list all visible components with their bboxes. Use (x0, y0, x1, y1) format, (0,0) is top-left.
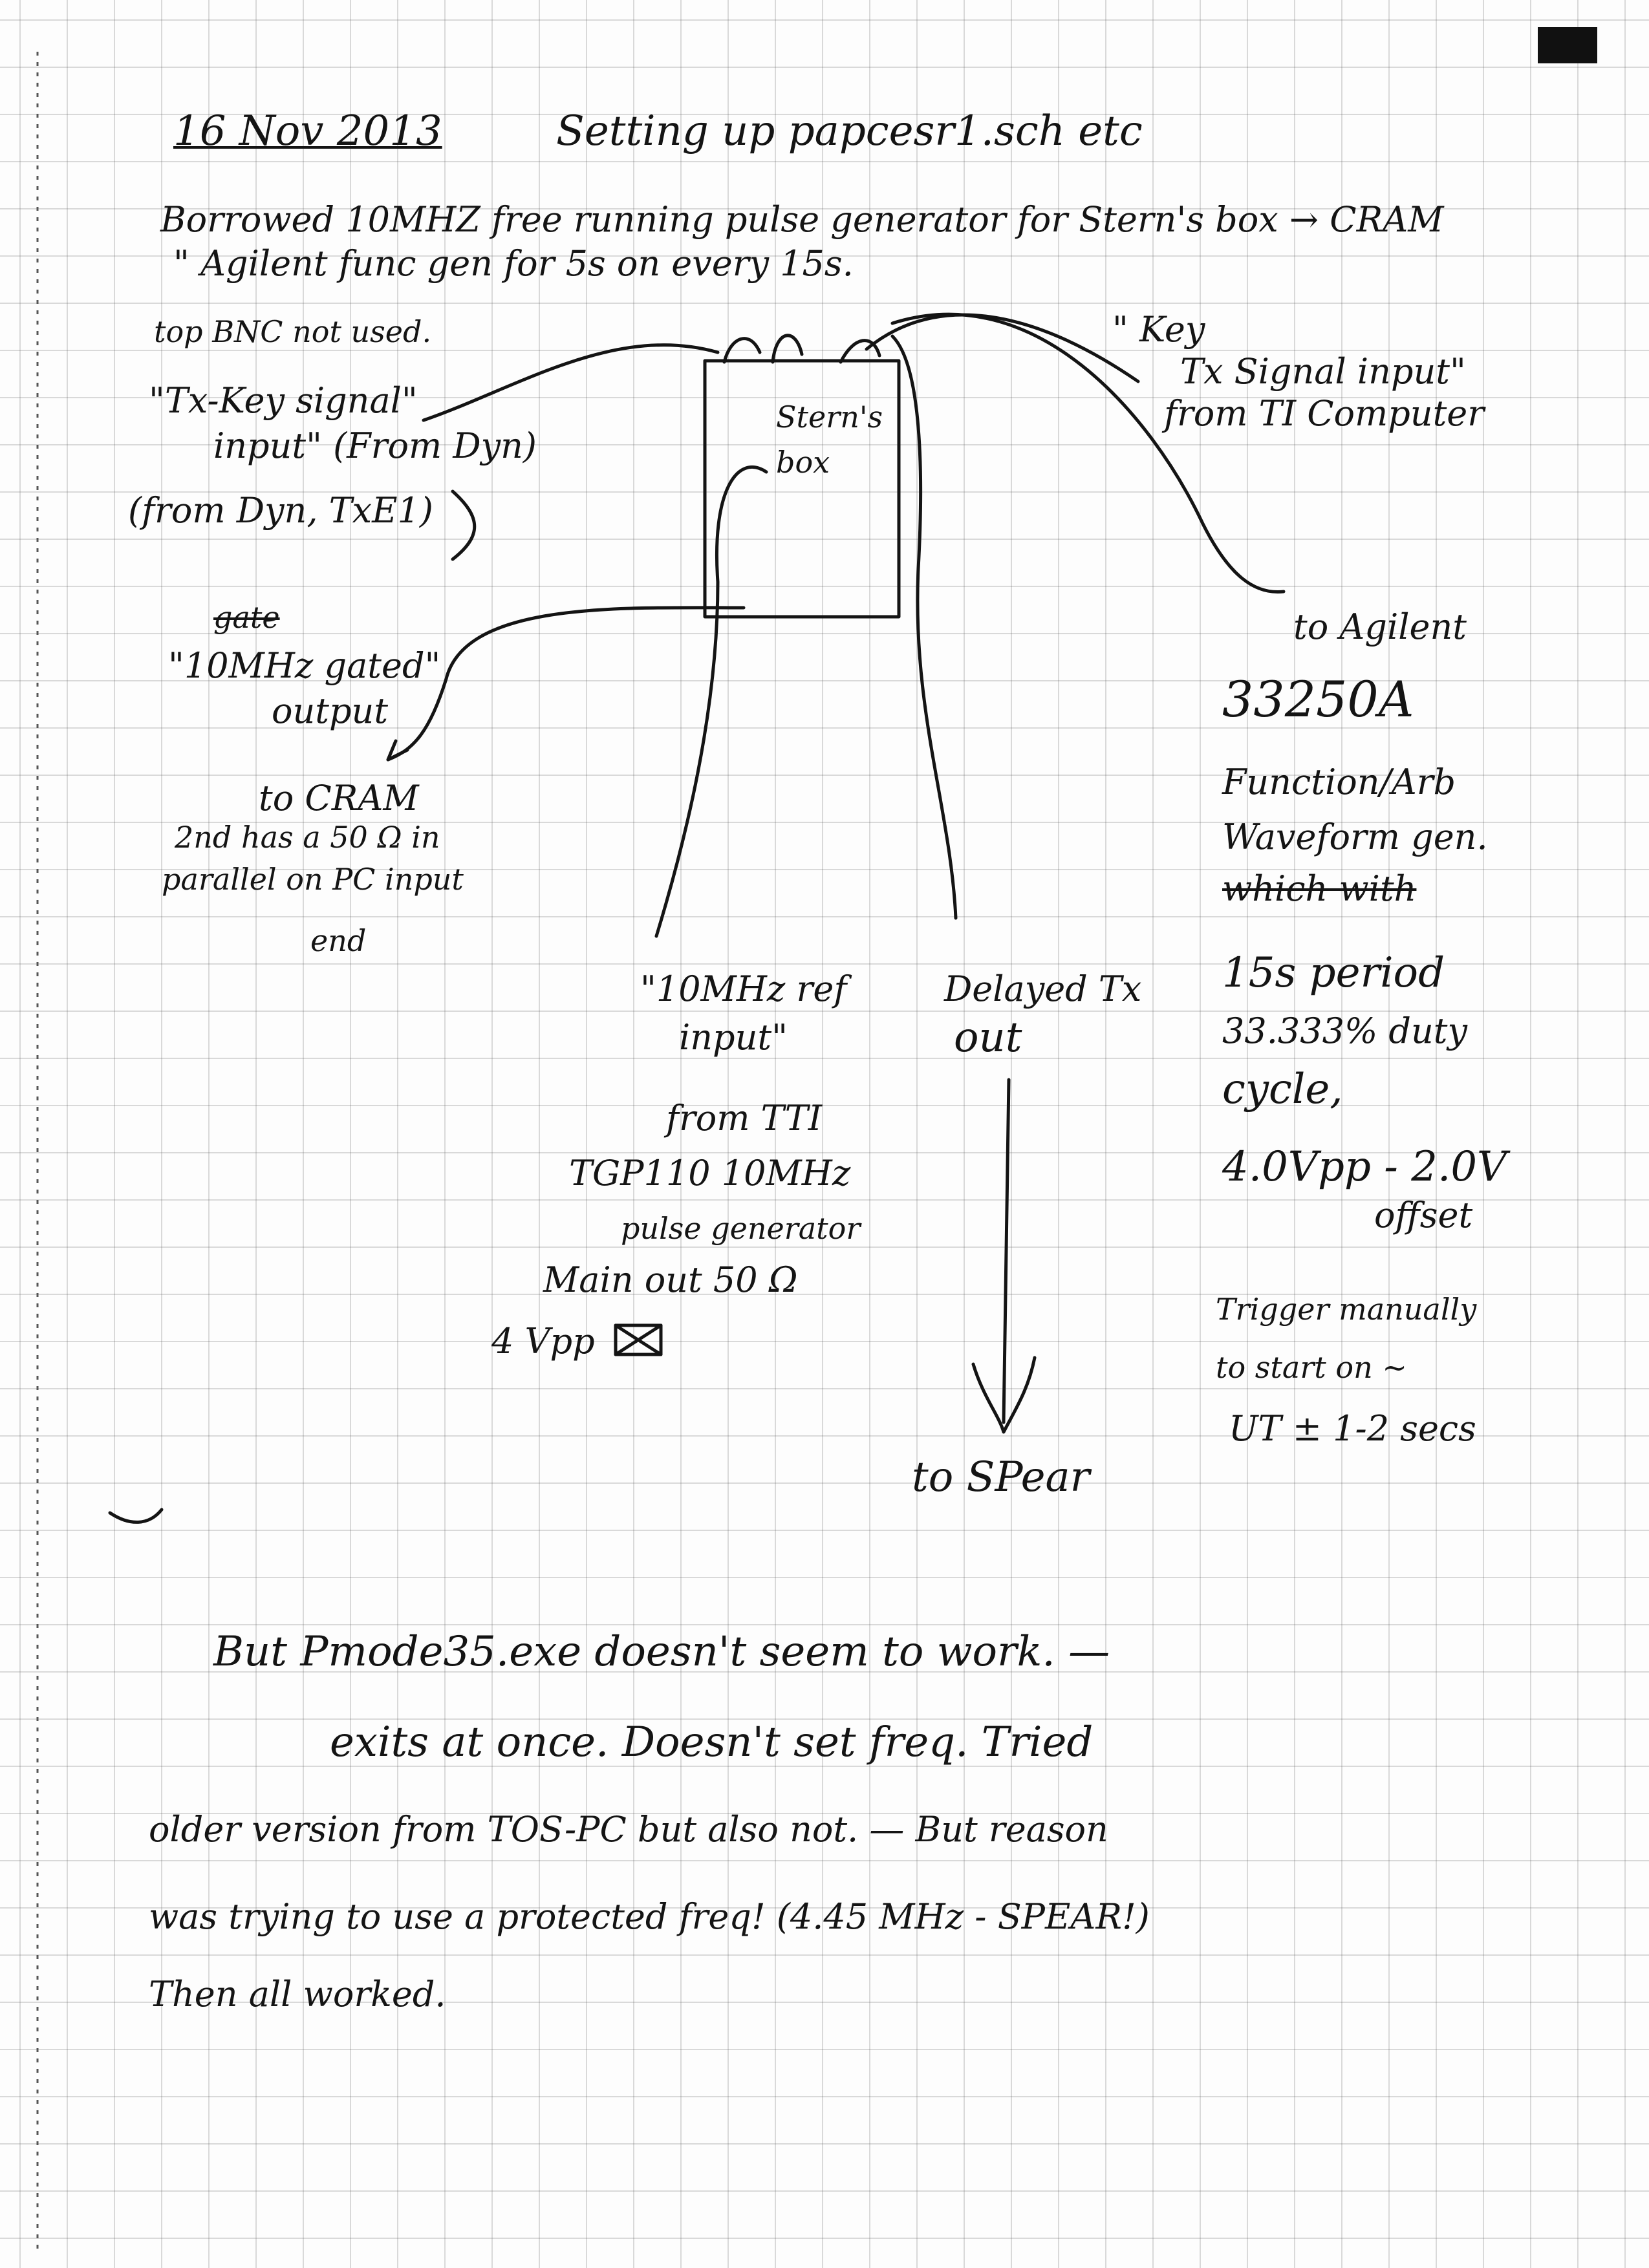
to-spear-label: to SPear (912, 1453, 1090, 1501)
agilent-label-5: which with (1222, 868, 1417, 909)
to-cram-note-1: 2nd has a 50 Ω in (175, 820, 440, 855)
delayed-tx-label-1: Delayed Tx (944, 968, 1142, 1009)
wire-delayed (892, 336, 956, 918)
ref-source-1: from TTI (666, 1098, 823, 1139)
wire-txkey (424, 345, 718, 420)
wire-ref (656, 467, 766, 936)
top-loop-mid (773, 336, 802, 362)
gate-struck: gate (213, 600, 280, 635)
agilent-label-1: to Agilent (1293, 606, 1467, 647)
note-line-3: older version from TOS-PC but also not. — But reason (149, 1809, 1108, 1850)
top-bnc-note: top BNC not used. (154, 314, 432, 349)
ref-source-3: pulse generator (621, 1211, 861, 1246)
key-label-3: from TI Computer (1164, 393, 1485, 434)
gated-output-label-2: output (272, 690, 389, 731)
bracket-dyn (453, 491, 475, 559)
txkey-label-2: input" (From Dyn) (213, 425, 537, 466)
note-line-5: Then all worked. (149, 1974, 446, 2015)
intro-line-2: " Agilent func gen for 5s on every 15s. (173, 243, 854, 284)
key-label-2: Tx Signal input" (1180, 351, 1466, 392)
agilent-model: 33250A (1222, 670, 1414, 728)
agilent-duty: 33.333% duty (1222, 1011, 1467, 1051)
agilent-period: 15s period (1222, 949, 1445, 997)
entry-date: 16 Nov 2013 (173, 107, 442, 155)
key-label-1: " Key (1112, 309, 1205, 350)
ref-source-5: 4 Vpp (491, 1321, 595, 1362)
ref-source-4: Main out 50 Ω (543, 1259, 798, 1300)
txkey-label-3: (from Dyn, TxE1) (128, 490, 433, 531)
entry-title: Setting up papcesr1.sch etc (556, 107, 1143, 155)
agilent-cycle: cycle, (1222, 1065, 1343, 1113)
agilent-offset: offset (1374, 1195, 1473, 1236)
to-cram-note-2: parallel on PC input (162, 862, 464, 897)
note-line-2: exits at once. Doesn't set freq. Tried (330, 1718, 1094, 1766)
agilent-vpp: 4.0Vpp - 2.0V (1222, 1143, 1507, 1191)
to-cram-note-3: end (310, 923, 367, 958)
agilent-label-3: Function/Arb (1222, 762, 1456, 802)
delayed-tx-label-2: out (954, 1014, 1022, 1062)
gated-output-label-1: "10MHz gated" (168, 645, 441, 686)
ref-input-label-2: input" (679, 1017, 788, 1058)
ref-source-2: TGP110 10MHz (569, 1153, 851, 1193)
wire-key (867, 315, 1138, 381)
note-line-4: was trying to use a protected freq! (4.45 MHz - SPEAR!) (149, 1896, 1150, 1937)
wire-gated (388, 608, 744, 760)
top-loop-left (724, 339, 760, 362)
trigger-note-3: UT ± 1-2 secs (1229, 1408, 1476, 1449)
trigger-note-2: to start on ~ (1216, 1350, 1407, 1385)
to-cram-label: to CRAM (259, 778, 419, 818)
stray-mark (110, 1510, 162, 1522)
agilent-label-4: Waveform gen. (1222, 817, 1488, 857)
note-line-1: But Pmode35.exe doesn't seem to work. — (213, 1628, 1110, 1676)
ref-input-label-1: "10MHz ref (640, 968, 847, 1009)
trigger-note-1: Trigger manually (1216, 1292, 1477, 1327)
intro-line-1: Borrowed 10MHZ free running pulse generator for Stern's box → CRAM (160, 199, 1444, 240)
arrow-spear (1004, 1080, 1009, 1422)
sterns-box-label: Stern's (776, 400, 883, 434)
txkey-label-1: "Tx-Key signal" (149, 380, 418, 421)
sterns-box-label-2: box (776, 445, 830, 480)
